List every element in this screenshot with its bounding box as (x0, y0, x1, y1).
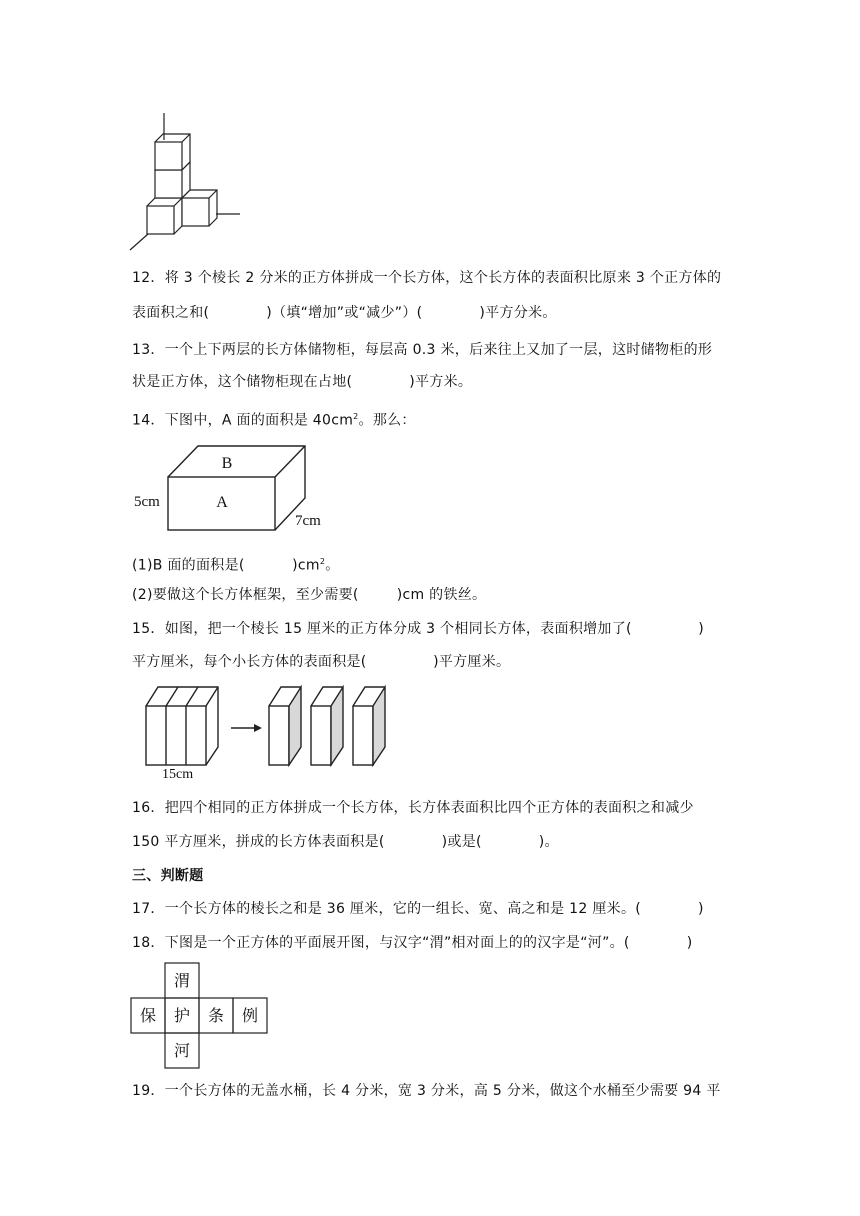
q12-line1: 12．将 3 个棱长 2 分米的正方体拼成一个长方体，这个长方体的表面积比原来 3 个正方体的 (132, 270, 722, 286)
net-bottom: 河 (173, 1041, 191, 1060)
q15-line1: 15．如图，把一个棱长 15 厘米的正方体分成 3 个相同长方体，表面积增加了( ) (132, 621, 705, 637)
section-heading-3: 三、判断题 (132, 868, 204, 884)
q17-line: 17．一个长方体的棱长之和是 36 厘米，它的一组长、宽、高之和是 12 厘米。( ) (132, 901, 704, 917)
q16-line2: 150 平方厘米，拼成的长方体表面积是( )或是( )。 (132, 834, 559, 850)
q14-sub2: (2)要做这个长方体框架，至少需要( )cm 的铁丝。 (132, 587, 487, 603)
q19-line: 19．一个长方体的无盖水桶，长 4 分米，宽 3 分米，高 5 分米，做这个水桶至少需要 94 平 (132, 1083, 721, 1099)
q16-line1: 16．把四个相同的正方体拼成一个长方体，长方体表面积比四个正方体的表面积之和减少 (132, 800, 694, 816)
q13-line2: 状是正方体，这个储物柜现在占地( )平方米。 (132, 374, 473, 390)
label-depth: 7cm (295, 513, 321, 529)
q14-intro-text: 14．下图中，A 面的面积是 40cm (132, 412, 354, 429)
net-row-0: 保 (139, 1006, 157, 1025)
net-row-2: 条 (207, 1006, 225, 1025)
q14-sub1-text: (1)B 面的面积是( )cm (132, 557, 320, 574)
q12-line2: 表面积之和( )（填“增加”或“减少”）( )平方分米。 (132, 305, 557, 321)
net-row-1: 护 (173, 1006, 191, 1025)
q14-intro-suffix: 。那么： (358, 412, 416, 429)
net-top: 渭 (173, 971, 191, 990)
q14-sub1-suffix: 。 (325, 557, 340, 574)
q15-line2: 平方厘米，每个小长方体的表面积是( )平方厘米。 (132, 654, 511, 670)
net-row-3: 例 (241, 1006, 259, 1025)
q13-line1: 13．一个上下两层的长方体储物柜，每层高 0.3 米，后来往上又加了一层，这时储物柜的形 (132, 342, 713, 358)
q18-line: 18．下图是一个正方体的平面展开图，与汉字“渭”相对面上的的汉字是“河”。( ) (132, 935, 693, 951)
q14-intro-sup: 2 (353, 412, 359, 421)
label-15cm: 15cm (162, 767, 194, 782)
q14-sub1-sup: 2 (319, 557, 326, 566)
label-b: B (221, 455, 233, 472)
label-a: A (216, 494, 228, 511)
label-height: 5cm (134, 494, 160, 510)
